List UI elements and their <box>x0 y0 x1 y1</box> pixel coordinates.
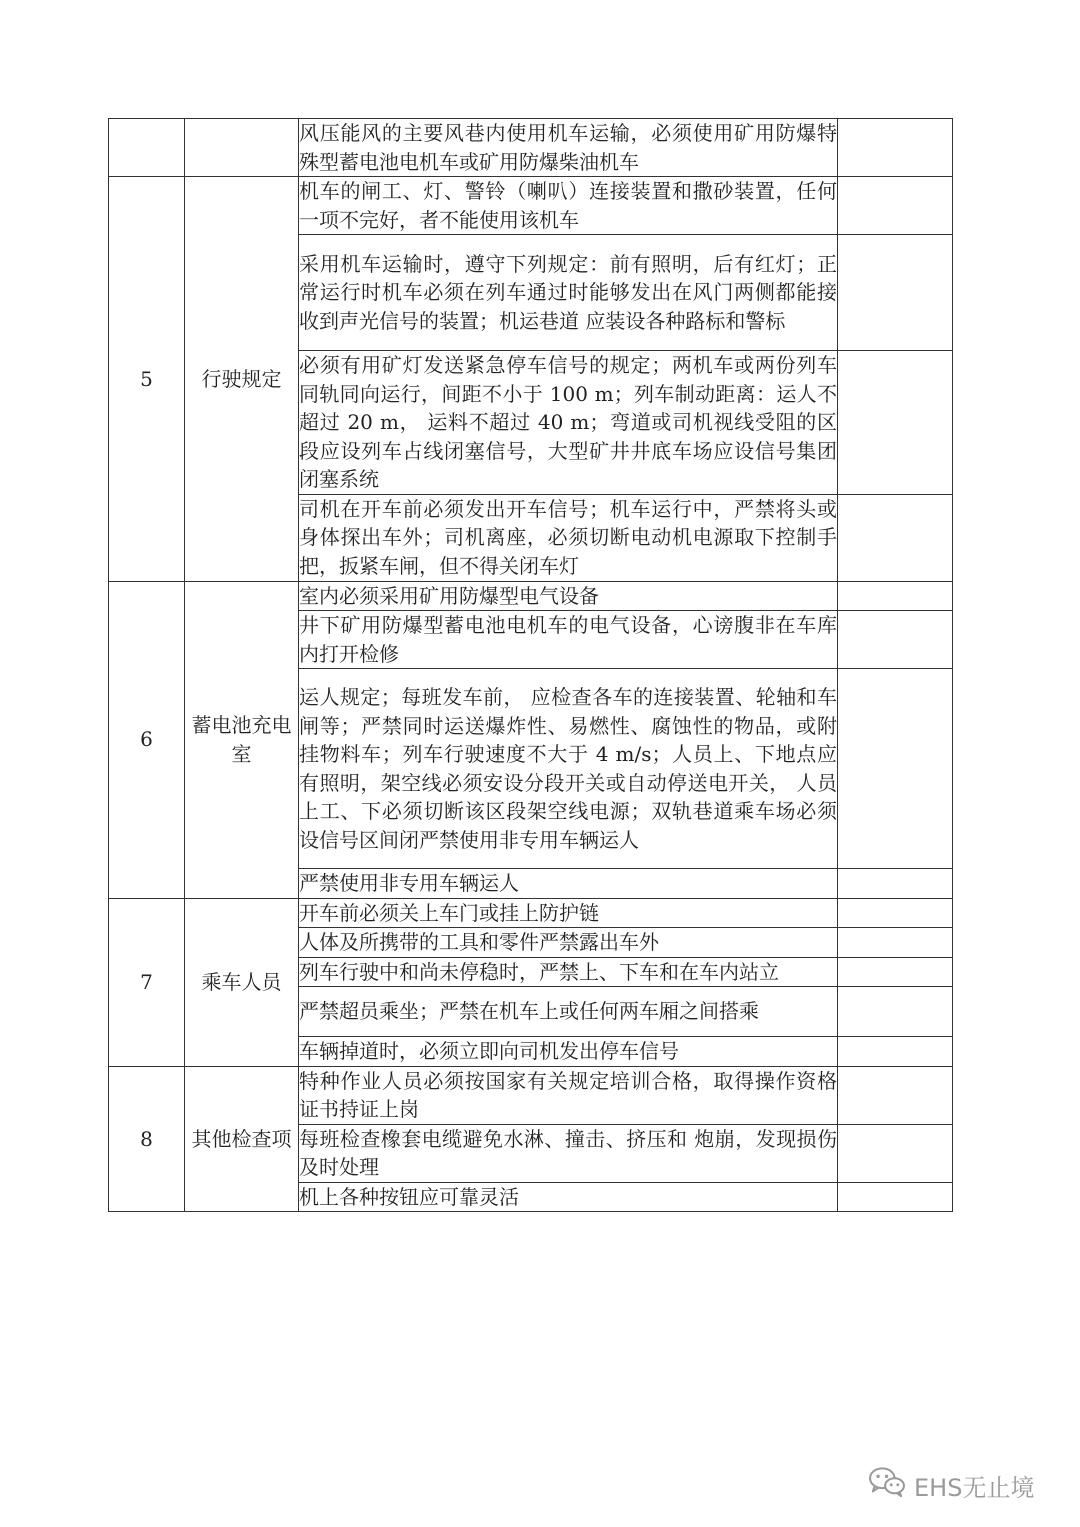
item-text: 严禁超员乘坐；严禁在机车上或任何两车厢之间搭乘 <box>299 987 838 1037</box>
item-text: 每班检查橡套电缆避免水淋、撞击、挤压和 炮崩，发现损伤及时处理 <box>299 1124 838 1182</box>
group-number: 5 <box>109 177 185 582</box>
table-row <box>109 1066 953 1124</box>
check-cell <box>838 869 953 899</box>
table-row <box>109 581 953 611</box>
item-text: 严禁使用非专用车辆运人 <box>299 869 838 899</box>
category-cell <box>185 119 299 177</box>
group-number: 8 <box>109 1066 185 1212</box>
check-cell <box>838 119 953 177</box>
group-category: 蓄电池充电室 <box>185 581 299 898</box>
checklist-table <box>108 118 953 1212</box>
check-cell <box>838 494 953 581</box>
item-text: 人体及所携带的工具和零件严禁露出车外 <box>299 928 838 958</box>
item-text: 开车前必须关上车门或挂上防护链 <box>299 898 838 928</box>
item-text: 室内必须采用矿用防爆型电气设备 <box>299 581 838 611</box>
item-text: 必须有用矿灯发送紧急停车信号的规定；两机车或两份列车同轨同向运行，间距不小于 100 m；列车制动距离：运人不超过 20 m， 运料不超过 40 m；弯道或司机视线受阻的区段应设列车占线闭塞信号，大型矿井井底车场应设信号集团闭塞系统 <box>299 351 838 495</box>
item-text: 司机在开车前必须发出开车信号；机车运行中，严禁将头或身体探出车外；司机离座，必须切断电动机电源取下控制手把，扳紧车闸，但不得关闭车灯 <box>299 494 838 581</box>
table-row <box>109 119 953 177</box>
item-text: 车辆掉道时，必须立即向司机发出停车信号 <box>299 1037 838 1067</box>
item-text: 采用机车运输时，遵守下列规定：前有照明，后有红灯；正常运行时机车必须在列车通过时能够发出在风门两侧都能接收到声光信号的装置；机运巷道 应装设各种路标和警标 <box>299 235 838 351</box>
item-text: 机车的闸工、灯、警铃（喇叭）连接装置和撒砂装置，任何一项不完好，者不能使用该机车 <box>299 177 838 235</box>
check-cell <box>838 898 953 928</box>
check-cell <box>838 1037 953 1067</box>
item-text: 风压能风的主要风巷内使用机车运输，必须使用矿用防爆特殊型蓄电池电机车或矿用防爆柴油机车 <box>299 119 838 177</box>
check-cell <box>838 987 953 1037</box>
item-text: 井下矿用防爆型蓄电池电机车的电气设备，心谤腹非在车库内打开检修 <box>299 611 838 669</box>
group-category: 乘车人员 <box>185 898 299 1066</box>
item-text: 特种作业人员必须按国家有关规定培训合格，取得操作资格证书持证上岗 <box>299 1066 838 1124</box>
group-number: 6 <box>109 581 185 898</box>
item-text: 运人规定；每班发车前， 应检查各车的连接装置、轮轴和车闸等；严禁同时运送爆炸性、易燃性、腐蚀性的物品，或附挂物料车；列车行驶速度不大于 4 m/s；人员上、下地点应有照明，架空线必须安设分段开关或自动停送电开关， 人员上工、下必须切断该区段架空线电源；双轨巷道乘车场必须设信号区间闭严禁使用非专用车辆运人 <box>299 669 838 869</box>
check-cell <box>838 957 953 987</box>
table-row <box>109 177 953 235</box>
table-row <box>109 898 953 928</box>
group-category: 行驶规定 <box>185 177 299 582</box>
group-category: 其他检查项 <box>185 1066 299 1212</box>
group-number: 7 <box>109 898 185 1066</box>
watermark <box>868 1467 1058 1503</box>
check-cell <box>838 1124 953 1182</box>
wechat-icon <box>868 1466 906 1504</box>
check-cell <box>838 1066 953 1124</box>
check-cell <box>838 351 953 495</box>
check-cell <box>838 669 953 869</box>
number-cell <box>109 119 185 177</box>
item-text: 列车行驶中和尚未停稳时，严禁上、下车和在车内站立 <box>299 957 838 987</box>
check-cell <box>838 1182 953 1212</box>
check-cell <box>838 611 953 669</box>
check-cell <box>838 177 953 235</box>
check-cell <box>838 235 953 351</box>
check-cell <box>838 928 953 958</box>
check-cell <box>838 581 953 611</box>
item-text: 机上各种按钮应可靠灵活 <box>299 1182 838 1212</box>
watermark-text: EHS无止境 <box>914 1473 1035 1502</box>
